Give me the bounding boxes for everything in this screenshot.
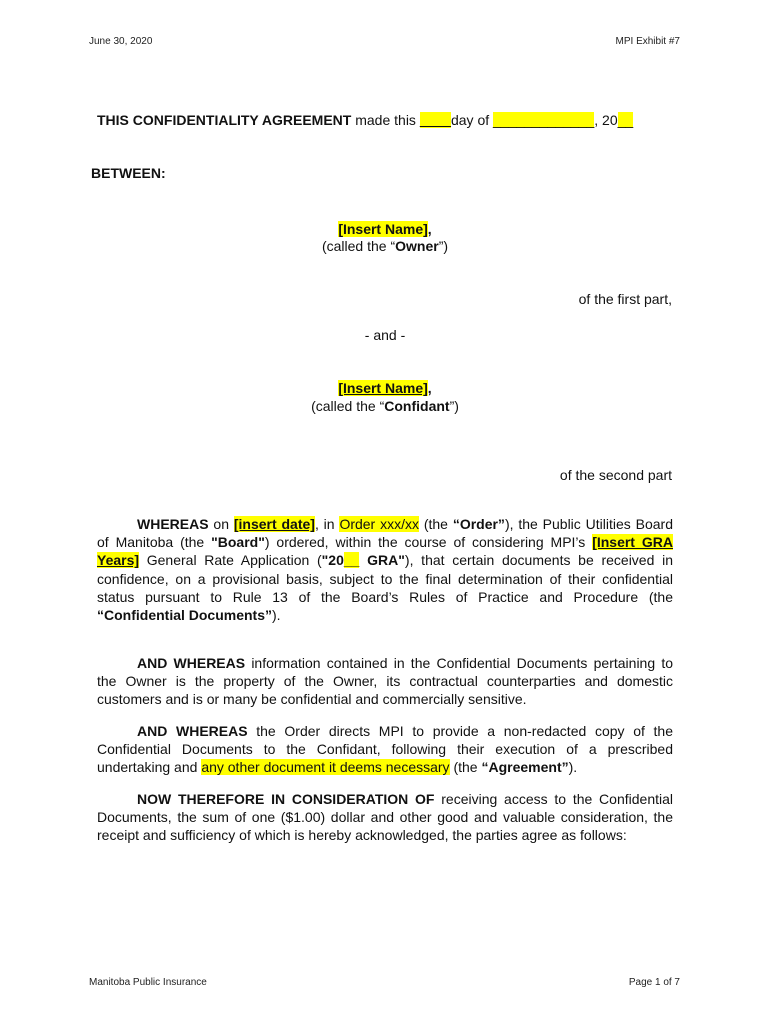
gra-years-field: [Insert GRA Years] xyxy=(97,534,673,569)
agreement-title xyxy=(97,112,633,128)
year-blank: __ xyxy=(617,112,634,128)
party1-called-pre: (called the “ xyxy=(321,238,396,254)
between-label: BETWEEN: xyxy=(91,165,166,181)
order-definition: “Order” xyxy=(452,516,505,532)
party2-called-pre: (called the “ xyxy=(311,398,385,414)
party2-called xyxy=(0,398,770,414)
party1-called-post: ”) xyxy=(438,238,449,254)
month-blank: _____________ xyxy=(493,112,595,128)
whereas1-text: (the xyxy=(418,516,453,532)
footer-company: Manitoba Public Insurance xyxy=(89,977,207,988)
agreement-definition: “Agreement” xyxy=(481,759,569,776)
whereas2-text: information contained in the Confidential Documents pertaining to the Owner is the property of the Owner, its contractual counterparties and domestic customers and is or many be confidential and commercially sensitive. xyxy=(97,655,674,708)
whereas1-text: , in xyxy=(314,516,340,532)
party2-part: of the second part xyxy=(559,467,672,483)
whereas1-text: General Rate Application ( xyxy=(139,552,322,569)
party2-name-line xyxy=(0,380,770,396)
whereas1-lead: WHEREAS xyxy=(137,516,209,532)
header-exhibit: MPI Exhibit #7 xyxy=(615,36,680,47)
whereas-paragraph-3 xyxy=(97,722,673,777)
party1-comma: , xyxy=(427,221,432,237)
party2-role: Confidant xyxy=(384,398,450,414)
order-number-field: Order xxx/xx xyxy=(339,516,419,532)
gra-definition-b: GRA" xyxy=(359,552,405,569)
therefore-lead: NOW THEREFORE IN CONSIDERATION OF xyxy=(137,791,435,807)
whereas1-text: ), the Public Utilities Board of Manitoba (the xyxy=(97,516,673,551)
gra-year-blank: __ xyxy=(343,552,360,569)
whereas3-text: the Order directs MPI to provide a non-redacted copy of the Confidential Documents to the Confidant, following their execution of a prescribed undertaking and xyxy=(97,723,674,776)
whereas1-text: ) ordered, within the course of considering MPI’s xyxy=(264,534,593,551)
title-made: made this xyxy=(351,112,420,128)
header-date: June 30, 2020 xyxy=(89,36,153,47)
whereas3-text: ). xyxy=(568,759,578,776)
whereas-paragraph-1 xyxy=(97,515,673,624)
whereas1-text: ). xyxy=(272,607,281,624)
insert-date-field: [insert date] xyxy=(233,516,315,532)
whereas3-text: (the xyxy=(449,759,482,776)
whereas2-lead: AND WHEREAS xyxy=(137,655,246,671)
party1-part: of the first part, xyxy=(578,291,672,307)
title-year-prefix: , 20 xyxy=(594,112,618,128)
whereas-paragraph-2 xyxy=(97,654,673,709)
footer-page-number: Page 1 of 7 xyxy=(628,977,680,988)
party1-called xyxy=(0,238,770,254)
title-day-of: day of xyxy=(450,112,494,128)
therefore-text: receiving access to the Confidential Documents, the sum of one ($1.00) dollar and other good and valuable consideration, the receipt and sufficiency of which is hereby acknowledged, the parties agree as follows: xyxy=(97,791,673,844)
party1-name: [Insert Name] xyxy=(338,221,428,237)
whereas1-text: on xyxy=(208,516,234,532)
gra-definition xyxy=(322,552,405,568)
confidential-documents-definition: “Confidential Documents” xyxy=(97,607,273,624)
party1-role: Owner xyxy=(395,238,439,254)
deems-necessary-field: any other document it deems necessary xyxy=(201,759,450,776)
title-bold: THIS CONFIDENTIALITY AGREEMENT xyxy=(97,112,352,128)
party1-name-line xyxy=(0,221,770,237)
day-blank: ____ xyxy=(419,112,451,128)
therefore-paragraph xyxy=(97,790,673,845)
and-separator: - and - xyxy=(364,327,406,343)
party2-called-post: ”) xyxy=(449,398,459,414)
gra-definition-a: "20 xyxy=(321,552,344,569)
party2-comma: , xyxy=(427,380,432,396)
board-definition: "Board" xyxy=(211,534,265,551)
party2-name: [Insert Name] xyxy=(338,380,428,396)
whereas3-lead: AND WHEREAS xyxy=(137,723,248,739)
whereas1-text: ), that certain documents be received in confidence, on a provisional basis, subject to the final determination of their confidential status pursuant to Rule 13 of the Board’s Rules of Practice and Procedure (the xyxy=(97,552,673,605)
